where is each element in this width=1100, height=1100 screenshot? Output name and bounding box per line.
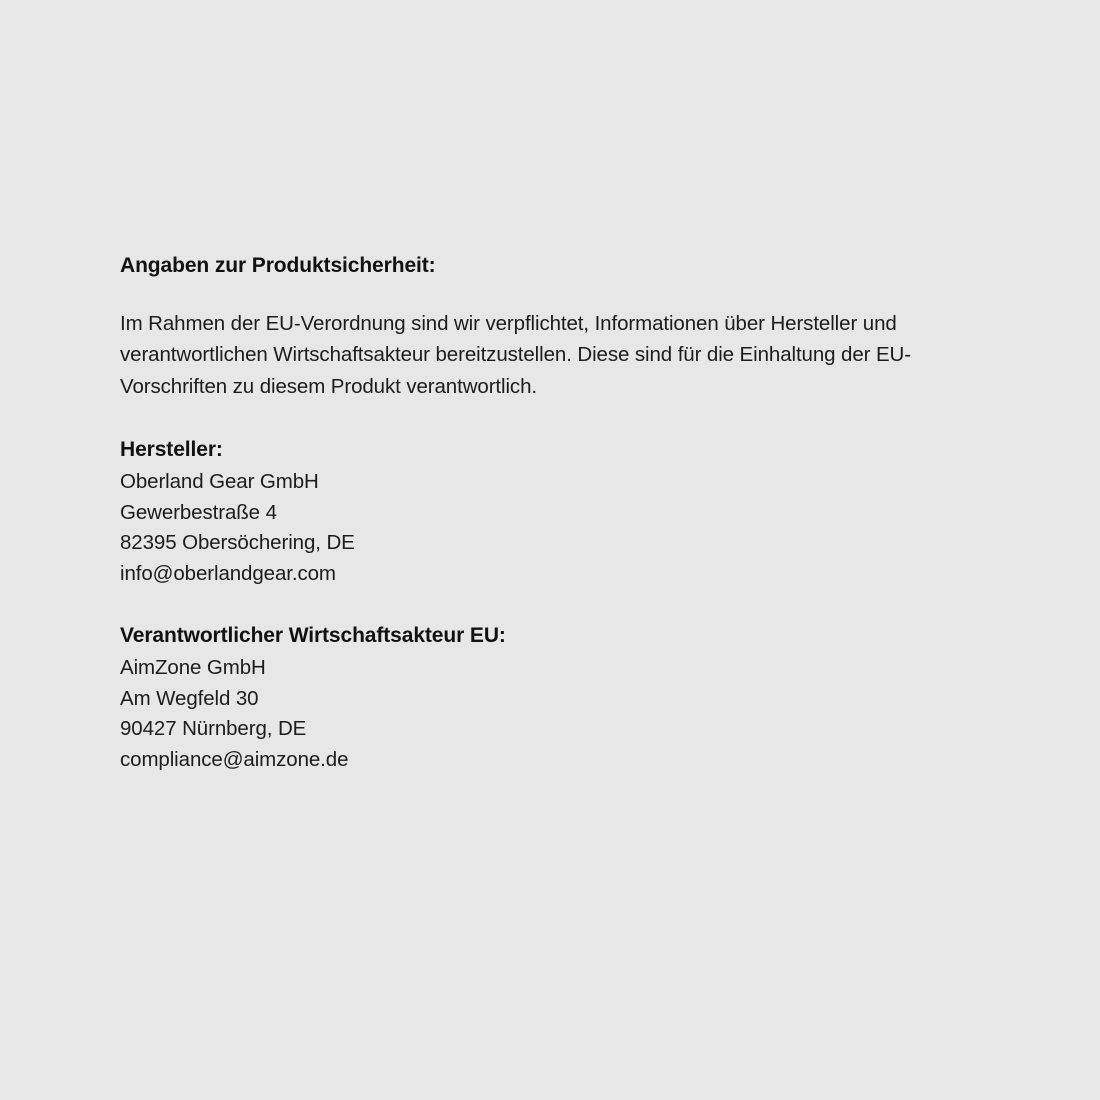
manufacturer-block [120,402,980,588]
manufacturer-email: info@oberlandgear.com [120,561,336,585]
responsible-operator-address-list [120,649,980,774]
list-item: 90427 Nürnberg, DE [120,717,307,741]
list-item: Gewerbestraße 4 [120,500,277,524]
content-container [120,252,980,773]
manufacturer-heading: Hersteller: [120,437,223,461]
responsible-operator-block [120,588,980,774]
product-safety-intro-text: Im Rahmen der EU-Verordnung sind wir verpflichtet, Informationen über Hersteller und verantwortlichen Wirtschaftsakteur bereitzustellen. Diese sind für die Einhaltung der EU-Vorschriften zu diesem Produkt verantwortlich. [120,312,911,398]
product-safety-heading: Angaben zur Produktsicherheit: [120,254,436,277]
responsible-operator-email: compliance@aimzone.de [120,747,349,771]
list-item: Oberland Gear GmbH [120,470,319,494]
responsible-operator-heading: Verantwortlicher Wirtschaftsakteur EU: [120,623,506,647]
list-item: AimZone GmbH [120,655,266,679]
list-item: Am Wegfeld 30 [120,686,259,710]
list-item: 82395 Obersöchering, DE [120,531,355,555]
manufacturer-address-list [120,463,980,588]
